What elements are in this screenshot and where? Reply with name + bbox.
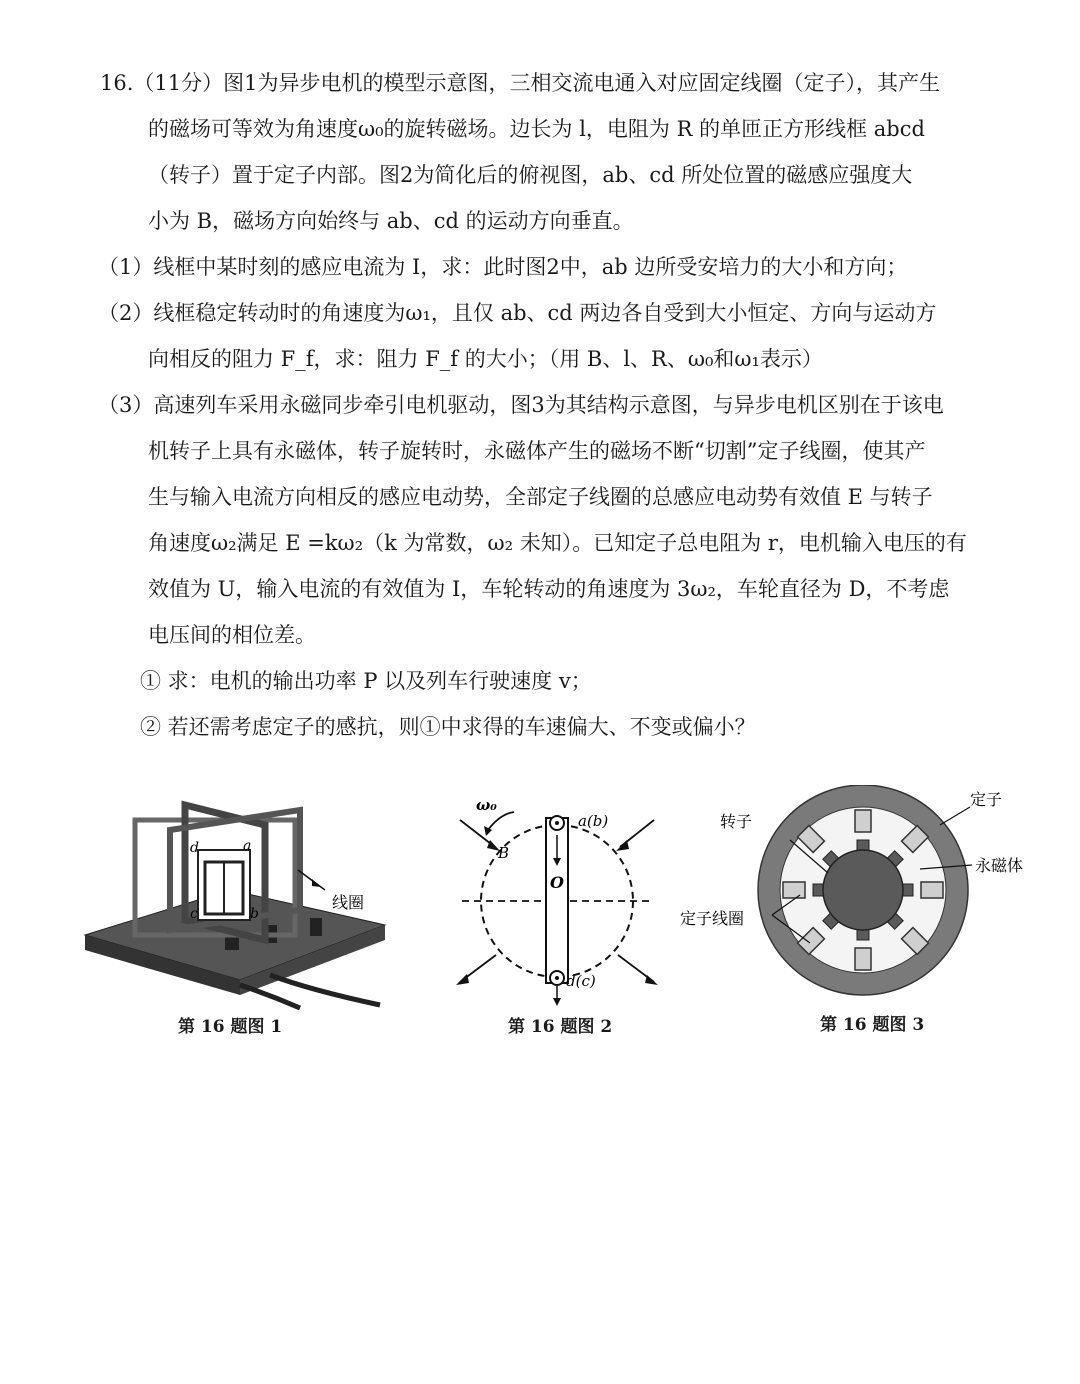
sub-question-2: ② 若还需考虑定子的感抗，则①中求得的车速偏大、不变或偏小？ [140, 715, 756, 739]
figure-1-label-d: d [190, 840, 199, 856]
figure-2-caption: 第 16 题图 2 [508, 1017, 613, 1037]
figure-3-label-rotor: 转子 [720, 812, 753, 831]
figure-2-label-O: O [550, 873, 564, 892]
figure-2-label-B: B [498, 844, 510, 862]
sub-question-1: ① 求：电机的输出功率 P 以及列车行驶速度 v； [140, 669, 592, 693]
figure-3-label-magnet: 永磁体 [975, 856, 1024, 875]
figure-1-label-c: c [190, 906, 198, 922]
part-3-line-6: 电压间的相位差。 [148, 623, 316, 647]
figure-2-label-top: a(b) [578, 812, 609, 830]
figure-3-label-stator: 定子 [970, 790, 1003, 809]
question-block [100, 60, 1010, 750]
figure-3-caption: 第 16 题图 3 [820, 1015, 925, 1035]
figure-1-caption: 第 16 题图 1 [178, 1017, 283, 1037]
question-stem-line-1: 16.（11分）图1为异步电机的模型示意图，三相交流电通入对应固定线圈（定子），其产生 [100, 71, 940, 95]
figure-1-label-coil: 线圈 [332, 893, 365, 912]
part-1: （1）线框中某时刻的感应电流为 I，求：此时图2中，ab 边所受安培力的大小和方向； [98, 255, 908, 279]
part-3-line-2: 机转子上具有永磁体，转子旋转时，永磁体产生的磁场不断“切割”定子线圈，使其产 [148, 439, 926, 463]
figure-1-motor-model [80, 800, 400, 1010]
part-2-line-2: 向相反的阻力 F_f，求：阻力 F_f 的大小；（用 B、l、R、ω₀和ω₁表示） [148, 347, 823, 371]
part-3-line-4: 角速度ω₂满足 E =kω₂（k 为常数，ω₂ 未知）。已知定子总电阻为 r，电机输入电压的有 [148, 531, 967, 555]
part-3-line-1: （3）高速列车采用永磁同步牵引电机驱动，图3为其结构示意图，与异步电机区别在于该电 [98, 393, 944, 417]
figure-1-label-b: b [250, 906, 259, 922]
figure-1-label-a: a [243, 838, 252, 854]
part-3-line-5: 效值为 U，输入电流的有效值为 I，车轮转动的角速度为 3ω₂，车轮直径为 D，不考虑 [148, 577, 950, 601]
question-stem-line-3: （转子）置于定子内部。图2为简化后的俯视图，ab、cd 所处位置的磁感应强度大 [148, 163, 913, 187]
part-3-line-3: 生与输入电流方向相反的感应电动势，全部定子线圈的总感应电动势有效值 E 与转子 [148, 485, 933, 509]
question-stem-line-2: 的磁场可等效为角速度ω₀的旋转磁场。边长为 l，电阻为 R 的单匝正方形线框 abcd [148, 117, 925, 141]
figure-2-label-bottom: d(c) [566, 972, 596, 990]
question-stem-line-4: 小为 B，磁场方向始终与 ab、cd 的运动方向垂直。 [148, 209, 634, 233]
figure-2-label-omega: ω₀ [476, 796, 497, 814]
part-2-line-1: （2）线框稳定转动时的角速度为ω₁，且仅 ab、cd 两边各自受到大小恒定、方向与运动方 [98, 301, 937, 325]
figure-2-top-view [450, 790, 680, 1010]
figure-3-pm-motor [680, 785, 1060, 1010]
figure-3-label-coils: 定子线圈 [680, 909, 745, 928]
figures-row [0, 780, 1080, 1060]
